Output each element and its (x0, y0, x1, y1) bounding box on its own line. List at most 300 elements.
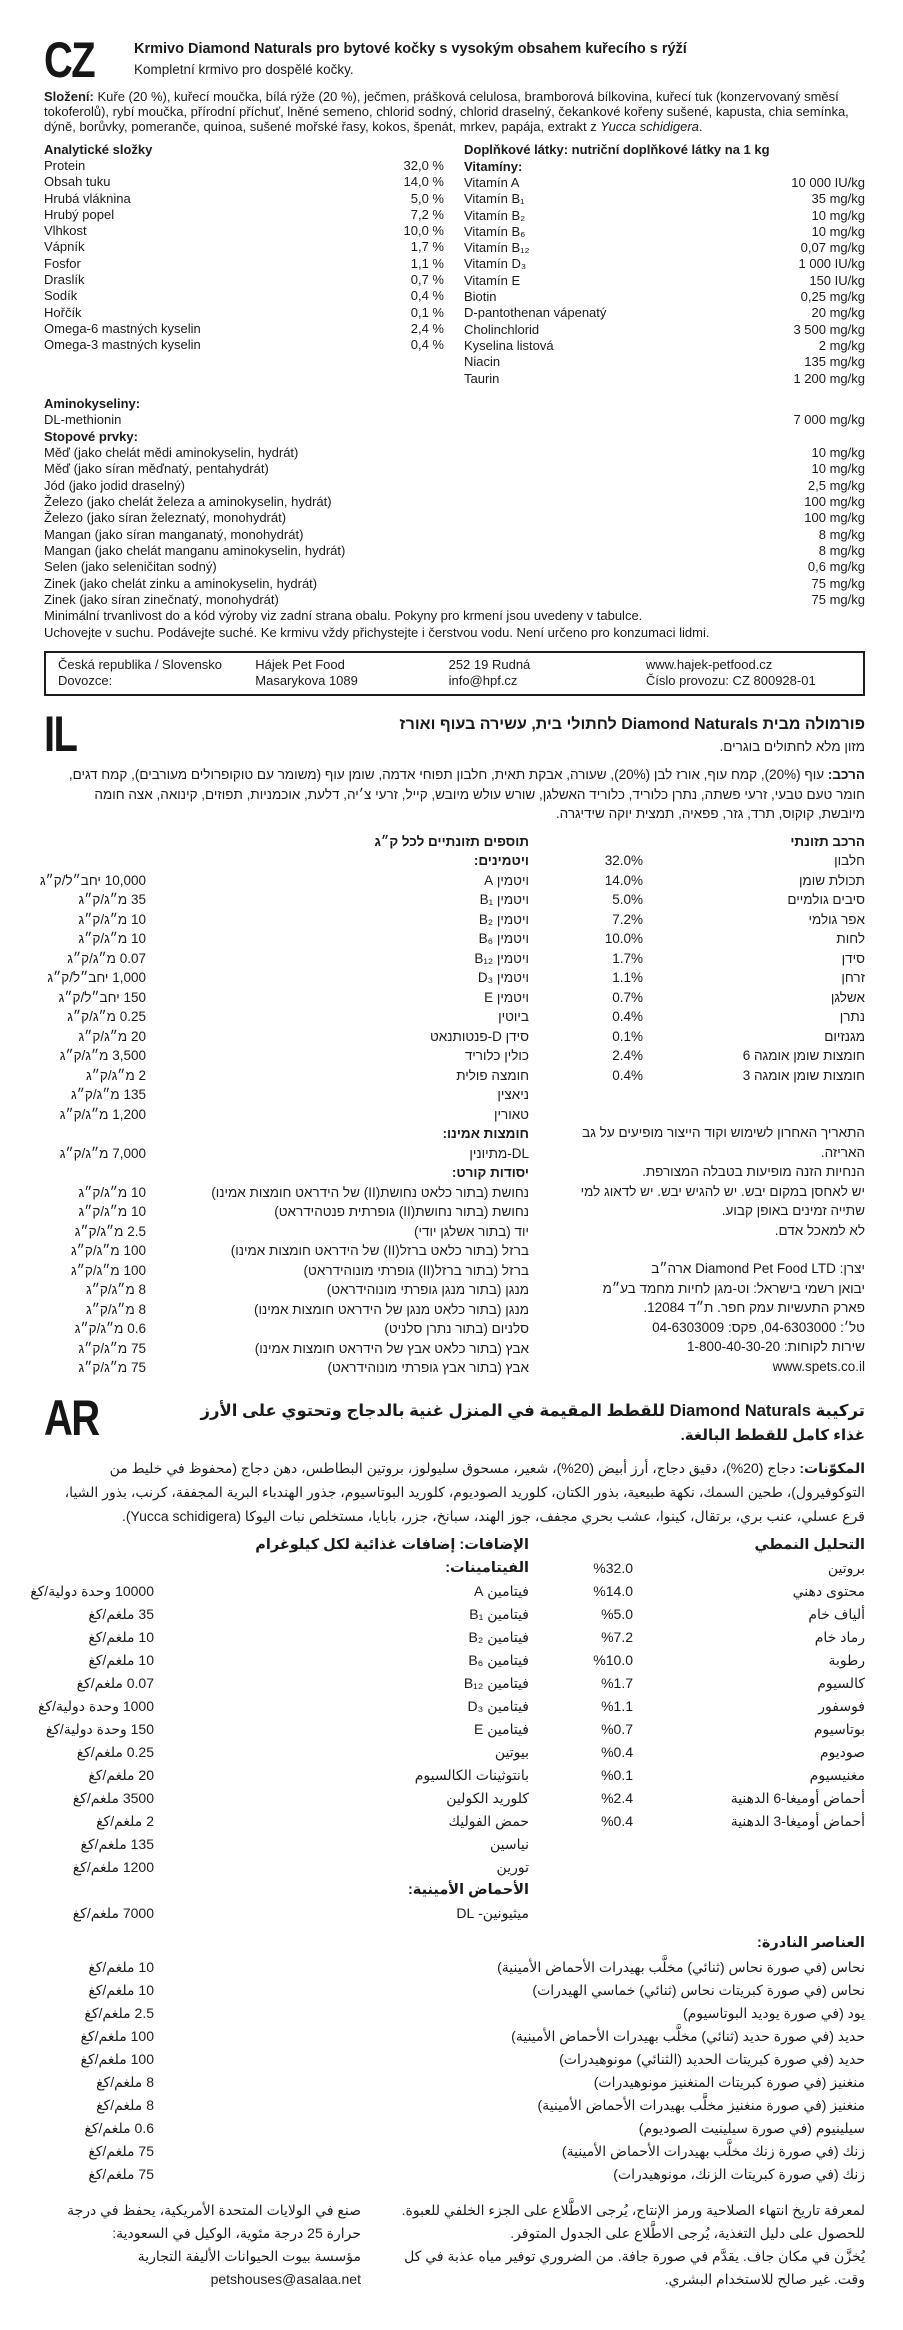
row-label: فيتامين D₃ (467, 1697, 529, 1714)
table-row (44, 2094, 865, 2117)
manufacturer-line: יצרן: Diamond Pet Food LTD ארה״ב (651, 1261, 865, 1277)
table-row (44, 158, 444, 174)
table-row (44, 1319, 529, 1339)
row-label: DL-methionin (44, 411, 122, 427)
contact-cell: Dovozce: (58, 672, 113, 688)
row-value: 0.07 ملغم/كغ (76, 1674, 154, 1691)
table-row (547, 871, 865, 891)
table-row (464, 354, 865, 370)
row-label: ויטמין E (484, 989, 529, 1005)
row-value: 3,500 מ״ג/ק״ג (59, 1048, 146, 1064)
row-value: 3 500 mg/kg (793, 321, 865, 337)
table-row (547, 1649, 865, 1672)
table-row (547, 1764, 865, 1787)
amino-acids-block-cz (44, 395, 865, 641)
row-label: Měď (jako chelát mědi aminokyselin, hydrát) (44, 445, 299, 461)
table-row (547, 1787, 865, 1810)
table-row (44, 1300, 529, 1320)
row-value: 8 ملغم/كغ (96, 2073, 154, 2090)
table-row (44, 223, 444, 239)
trace-rows-il (44, 1183, 529, 1378)
row-label: Vitamín B₁ (464, 191, 525, 207)
row-label: מנגן (בתור כלאט מנגן של הידראט חומצות אמינו) (253, 1301, 529, 1317)
additives-header-ar: الإضافات: إضافات غذائية لكل كيلوغرام (255, 1536, 529, 1553)
table-row (547, 1741, 865, 1764)
row-label: Mangan (jako chelát manganu aminokyselin, hydrát) (44, 542, 346, 558)
row-value: 0,4 % (410, 337, 444, 353)
distributor-line: مؤسسة بيوت الحيوانات الأليفة التجارية (137, 2247, 361, 2264)
row-value: 1,7 % (410, 239, 444, 255)
contact-cell: Číslo provozu: CZ 800928-01 (645, 672, 816, 688)
row-value: 1,1 % (410, 255, 444, 271)
ingredients-paragraph-ar (44, 1456, 865, 1528)
analytical-header-cz: Analytické složky (44, 142, 153, 157)
row-value: %32.0 (593, 1559, 633, 1576)
table-row (44, 1956, 865, 1979)
manufacturer-line: www.spets.co.il (772, 1358, 865, 1374)
row-value: 32,0 % (403, 158, 444, 173)
row-label: ויטמין D₃ (477, 970, 529, 986)
info-line: لمعرفة تاريخ انتهاء الصلاحية ورمز الإنتاج، يُرجى الاطَّلاع على الجزء الخلفي للعبوة. (401, 2201, 865, 2218)
row-value: 20 ملغم/كغ (88, 1766, 154, 1783)
vitamins-header-cz: Vitamíny: (464, 159, 523, 174)
row-value: 5.0% (612, 892, 643, 908)
row-label: יוד (בתור אשלגן יודי) (413, 1223, 529, 1239)
table-row (547, 1046, 865, 1066)
row-value: 8 mg/kg (818, 526, 865, 542)
table-row (44, 494, 865, 510)
row-value: 75 מ״ג/ק״ג (78, 1340, 146, 1356)
row-value: 35 ملغم/كغ (88, 1605, 154, 1622)
row-label: סידן (841, 950, 865, 966)
distributor-line: petshouses@asalaa.net (210, 2270, 361, 2287)
table-row (44, 2025, 865, 2048)
manufacturer-line: טל׳: 04-6303000, פקס: 04-6303009 (652, 1319, 865, 1335)
storage-note-cz: Uchovejte v suchu. Podávejte suché. Ke krmivu vždy přichystejte i čerstvou vodu. Není určeno pro konzumaci lidmi. (44, 624, 710, 640)
lang-code-il: IL (44, 706, 77, 763)
trace-rows-ar (44, 1956, 865, 2186)
row-value: 8 מ״ג/ק״ג (86, 1282, 146, 1298)
table-row (464, 371, 865, 387)
row-label: Obsah tuku (44, 174, 111, 190)
product-subtitle-il: מזון מלא לחתולים בוגרים. (719, 739, 865, 755)
row-value: %1.7 (601, 1674, 633, 1691)
table-row (44, 1718, 529, 1741)
row-label: حديد (في صورة حديد (ثنائي) مخلَّب بهيدرات الأحماض الأمينية) (511, 2027, 865, 2044)
row-label: Zinek (jako chelát zinku a aminokyselin, hydrát) (44, 575, 318, 591)
row-label: بوتاسيوم (813, 1720, 865, 1737)
row-label: تورين (496, 1858, 529, 1875)
row-label: منغنيز (في صورة منغنيز مخلَّب بهيدرات الأحماض الأمينية) (537, 2096, 865, 2113)
table-row (547, 1580, 865, 1603)
product-title-il: פורמולה מבית Diamond Naturals לחתולי בית, עשירה בעוף ואורז (399, 716, 865, 734)
usage-info-il (547, 1123, 865, 1240)
contact-grid-cz (58, 657, 853, 688)
row-label: ברזל (בתור ברזל(II) גופרתי מונוהידראט) (303, 1262, 529, 1278)
manufacturer-info-il (547, 1259, 865, 1376)
additives-column-cz (464, 141, 865, 387)
row-label: Vitamín B₆ (464, 223, 526, 239)
info-line: للحصول على دليل التغذية، يُرجى الاطَّلاع على الجدول المتوفر. (510, 2224, 865, 2241)
table-row (44, 288, 444, 304)
product-title-cz: Krmivo Diamond Naturals pro bytové kočky s vysokým obsahem kuřecího s rýží (134, 41, 687, 57)
distributor-line: صنع في الولايات المتحدة الأمريكية، يحفظ في درجة حرارة 25 درجة مئوية، الوكيل في السعودية: (67, 2201, 361, 2241)
table-row (44, 1626, 529, 1649)
table-row (464, 289, 865, 305)
table-row (464, 322, 865, 338)
row-value: 0,25 mg/kg (800, 289, 865, 305)
table-row (44, 1144, 529, 1164)
row-value: 2,5 mg/kg (807, 477, 865, 493)
table-row (44, 1202, 529, 1222)
table-row (44, 1183, 529, 1203)
table-row (44, 321, 444, 337)
row-value: 100 מ״ג/ק״ג (71, 1243, 146, 1259)
row-label: Fosfor (44, 255, 81, 271)
table-row (44, 174, 444, 190)
row-value: %7.2 (601, 1628, 633, 1645)
analytical-column-ar (547, 1534, 865, 1925)
table-row (44, 239, 444, 255)
row-value: 100 mg/kg (804, 494, 865, 510)
row-value: 0.4% (612, 1009, 643, 1025)
row-value: 10,0 % (403, 223, 444, 239)
row-value: 10 mg/kg (811, 223, 865, 239)
row-value: 8 מ״ג/ק״ג (86, 1301, 146, 1317)
row-value: 14,0 % (403, 174, 444, 190)
vitamin-rows-ar (30, 1580, 529, 1879)
row-value: 1 200 mg/kg (793, 370, 865, 386)
table-row (547, 1557, 865, 1580)
row-value: 0,07 mg/kg (800, 240, 865, 256)
row-value: 35 מ״ג/ק״ג (78, 892, 146, 908)
contact-cell: Česká republika / Slovensko (58, 657, 223, 673)
row-label: مغنيسيوم (809, 1766, 865, 1783)
table-row (44, 2071, 865, 2094)
table-row (39, 871, 529, 891)
table-row (547, 1603, 865, 1626)
row-value: 10.0% (604, 931, 643, 947)
row-label: نحاس (في صورة نحاس (ثنائي) مخلَّب بهيدرات الأحماض الأمينية) (497, 1958, 865, 1975)
row-value: 135 מ״ג/ק״ג (71, 1087, 146, 1103)
row-value: 100 מ״ג/ק״ג (71, 1262, 146, 1278)
ingredients-label-cz: Složení: (44, 89, 94, 104)
row-label: חומצה פולית (456, 1067, 529, 1083)
row-value: 20 mg/kg (811, 305, 865, 321)
trace-header-ar: العناصر النادرة: (757, 1934, 865, 1951)
row-value: 0.1% (612, 1028, 643, 1044)
table-row (44, 1833, 529, 1856)
table-row (44, 890, 529, 910)
table-row (44, 1672, 529, 1695)
row-label: صوديوم (819, 1743, 865, 1760)
row-label: נתרן (839, 1009, 865, 1025)
section-cz (44, 32, 865, 696)
table-row (547, 1066, 865, 1086)
row-label: Vitamín A (464, 175, 520, 190)
table-row (44, 929, 529, 949)
row-label: Hrubá vláknina (44, 190, 131, 206)
row-value: 2 mg/kg (818, 337, 865, 353)
table-row (44, 1979, 865, 2002)
product-title-ar: تركيبة Diamond Naturals للقطط المقيمة في المنزل غنية بالدجاج وتحتوي على الأرز (200, 1401, 865, 1420)
additives-column-ar (30, 1534, 529, 1925)
row-value: 10 ملغم/كغ (88, 1628, 154, 1645)
analytical-rows-ar (547, 1557, 865, 1833)
table-row (44, 1007, 529, 1027)
row-value: 10 ملغم/كغ (88, 1651, 154, 1668)
row-label: DL-מתיונין (469, 1145, 529, 1161)
table-row (44, 305, 444, 321)
row-label: Omega-3 mastných kyselin (44, 337, 201, 353)
analytical-column-il (547, 832, 865, 1378)
table-row (44, 1810, 529, 1833)
row-label: ויטמין B₁ (479, 892, 529, 908)
manufacturer-line: פארק התעשיות עמק חפר. ת״ד 12084. (643, 1300, 865, 1316)
row-label: Draslík (44, 272, 85, 288)
row-label: Vlhkost (44, 223, 87, 239)
contact-box-cz (44, 651, 865, 696)
table-row (547, 1672, 865, 1695)
row-value: 14.0% (604, 872, 643, 888)
analytical-header-il: הרכב תזונתי (790, 833, 865, 849)
durability-note-cz: Minimální trvanlivost do a kód výroby viz zadní strana obalu. Pokyny pro krmení jsou uvedeny v tabulce. (44, 608, 643, 624)
table-row (44, 510, 865, 526)
row-value: 2,4 % (410, 320, 444, 336)
vitamin-rows-il (39, 871, 529, 1125)
row-label: Zinek (jako síran zinečnatý, monohydrát) (44, 591, 279, 607)
row-label: Biotin (464, 289, 497, 305)
row-value: 10 ملغم/كغ (88, 1981, 154, 1998)
info-line: יש לאחסן במקום יבש. יש להגיש יבש. יש לדאוג למי שתייה זמינים באופן קבוע. (580, 1183, 865, 1219)
table-row (547, 929, 865, 949)
row-value: 1200 ملغم/كغ (72, 1858, 154, 1875)
row-value: 0.7% (612, 989, 643, 1005)
row-value: 7000 ملغم/كغ (72, 1904, 154, 1921)
row-value: 7,000 מ״ג/ק״ג (59, 1145, 146, 1161)
row-label: زنك (في صورة كبريتات الزنك، مونوهيدرات) (613, 2165, 865, 2182)
row-value: 0.4% (612, 1067, 643, 1083)
contact-cell: info@hpf.cz (448, 672, 518, 688)
additives-header-il: תוספים תזונתיים לכל ק״ג (374, 833, 529, 849)
row-value: 10 מ״ג/ק״ג (78, 1184, 146, 1200)
row-label: كلوريد الكولين (446, 1789, 529, 1806)
usage-info-ar (387, 2199, 865, 2291)
ingredients-label-ar: المكوّنات: (799, 1459, 865, 1476)
row-value: 0,1 % (410, 304, 444, 320)
row-value: 1 000 IU/kg (798, 256, 865, 272)
table-row (547, 851, 865, 871)
trace-block-ar (44, 1930, 865, 2186)
analytical-rows-il (547, 851, 865, 1085)
table-row (44, 2048, 865, 2071)
table-row (44, 478, 865, 494)
table-row (44, 1066, 529, 1086)
table-row (44, 207, 444, 223)
period: . (698, 119, 703, 134)
table-row (44, 1222, 529, 1242)
row-label: Vitamín B₁₂ (464, 240, 530, 256)
table-row (44, 1649, 529, 1672)
row-value: %1.1 (601, 1697, 633, 1714)
table-row (464, 240, 865, 256)
row-value: 135 ملغم/كغ (80, 1835, 154, 1852)
row-label: Vitamín E (464, 272, 521, 288)
row-label: منغنيز (في صورة كبريتات المنغنيز مونوهيدرات) (593, 2073, 865, 2090)
row-label: بروتين (827, 1559, 865, 1576)
manufacturer-line: שירות לקוחות: 1-800-40-30-20 (687, 1339, 865, 1355)
row-label: زنك (في صورة زنك مخلَّب بهيدرات الأحماض الأمينية) (561, 2142, 865, 2159)
row-value: 0.6 ملغم/كغ (84, 2119, 154, 2136)
info-line: يُخزَّن في مكان جاف. يقدَّم في صورة جافة. من الضروري توفير مياه عذبة في كل وقت. غير صالح للاستخدام البشري. (404, 2247, 865, 2287)
row-value: 10 000 IU/kg (791, 175, 865, 190)
row-value: 100 mg/kg (804, 510, 865, 526)
manufacturer-line: יבואן רשמי בישראל: וט-מגן לחיות מחמד בע״מ (602, 1280, 865, 1296)
row-label: Vitamín D₃ (464, 256, 527, 272)
table-row (44, 543, 865, 559)
ingredients-text-il: עוף (20%), קמח עוף, אורז לבן (20%), שעורה, אבקת תאית, חלבון תפוחי אדמה, שומן עוף (משומר עם טוקופרולים מעורבים), קמח דגים, חומר טעם טבעי, זרעי פשתה, נתרן כלוריד, כלוריד האשלגן, שורש עולש מיובש, קייל, זרעי צ׳יה, דלעת, אוכמניות, תפוזים, קינואה, אצה חומה מיובשת, קוקוס, תרד, גזר, פפאיה, תמצית יוקה שידיגרה. (68, 767, 865, 822)
row-value: 32.0% (604, 853, 643, 869)
row-label: فيتامين B₆ (468, 1651, 529, 1668)
product-subtitle-ar: غذاء كامل للقطط البالغة. (680, 1426, 865, 1444)
row-label: فيتامين B₁ (469, 1605, 529, 1622)
row-label: رطوبة (828, 1651, 865, 1668)
analytical-column-cz (44, 141, 444, 387)
row-label: Taurin (464, 370, 500, 386)
table-row (547, 1810, 865, 1833)
row-label: Cholinchlorid (464, 321, 540, 337)
row-label: Hořčík (44, 304, 82, 320)
row-label: Hrubý popel (44, 206, 115, 222)
table-row (44, 949, 529, 969)
table-row (44, 527, 865, 543)
row-label: ויטמין B₆ (478, 931, 529, 947)
table-row (44, 576, 865, 592)
row-label: נחושת (בתור כלאט נחושת(II) של הידראט חומצות אמינו) (211, 1184, 529, 1200)
row-value: 3500 ملغم/كغ (72, 1789, 154, 1806)
row-label: Železo (jako síran železnatý, monohydrát) (44, 510, 287, 526)
row-label: كالسيوم (817, 1674, 865, 1691)
table-row (464, 305, 865, 321)
analytical-rows-cz (44, 158, 444, 354)
row-label: Sodík (44, 288, 78, 304)
table-row (44, 1741, 529, 1764)
row-label: فوسفور (818, 1697, 865, 1714)
table-row (464, 338, 865, 354)
table-row (464, 208, 865, 224)
row-label: حديد (في صورة كبريتات الحديد (الثنائي) مونوهيدرات) (559, 2050, 865, 2067)
table-row (44, 461, 865, 477)
row-label: Omega-6 mastných kyselin (44, 320, 201, 336)
row-value: 10000 وحدة دولية/كغ (30, 1582, 154, 1599)
row-label: ויטמין B₂ (478, 911, 529, 927)
table-row (44, 988, 529, 1008)
row-label: סלניום (בתור נתרן סלניט) (384, 1321, 529, 1337)
ingredients-text-cz: Kuře (20 %), kuřecí moučka, bílá rýže (20 %), ječmen, prášková celulosa, bramborová bílkovina, kuřecí tuk (konzervovaný směsí tokoferolů), rybí moučka, přírodní příchuť, lněné semeno, chlorid sodný, chlorid draselný, čekankové kořeny sušené, kapusta, chia semínka, dýně, borůvky, pomeranče, quinoa, sušené mořské řasy, kokos, špenát, mrkev, papája, extrakt z (44, 89, 849, 134)
table-row (44, 1339, 529, 1359)
table-row (44, 256, 444, 272)
product-subtitle-cz: Kompletní krmivo pro dospělé kočky. (134, 62, 354, 77)
section-il (39, 706, 865, 1378)
row-value: 75 מ״ג/ק״ג (78, 1360, 146, 1376)
table-row (44, 337, 444, 353)
row-value: %0.4 (601, 1812, 633, 1829)
row-value: 0,7 % (410, 272, 444, 288)
row-value: 2 ملغم/كغ (96, 1812, 154, 1829)
ingredients-paragraph-il (44, 765, 865, 824)
row-label: محتوى دهني (792, 1582, 865, 1599)
row-label: فيتامين B₁₂ (463, 1674, 529, 1691)
row-label: סידן D-פנטותנאט (429, 1028, 529, 1044)
info-line: לא למאכל אדם. (774, 1222, 865, 1238)
species-name: Yucca schidigera (600, 119, 699, 134)
table-row (44, 592, 865, 608)
row-value: 2.5 ملغم/كغ (84, 2004, 154, 2021)
row-value: 10 mg/kg (811, 461, 865, 477)
ingredients-text-ar: دجاج (20%)، دقيق دجاج، أرز أبيض (20%)، شعير، مسحوق سليولوز، بروتين البطاطس، دهن دجاج (محفوظ في خليط من التوكوفيرول)، طحين السمك، نكهة طبيعية، بذور الكتان، كلوريد الصوديوم، كلوريد البوتاسيوم، جذور الهندباء البرية المجففة، كرنب، بذور الشيا، قرع عسلي، عنب بري، برتقال، كينوا، عشب بحري مجفف، جوز الهند، سبانخ، جزر، بابايا، مستخلص نبات اليوكا (Yucca schidigera). (64, 1459, 865, 1524)
row-label: نياسين (490, 1835, 529, 1852)
row-value: 0.25 מ״ג/ק״ג (67, 1009, 146, 1025)
row-value: %14.0 (593, 1582, 633, 1599)
row-value: 0.6 מ״ג/ק״ג (74, 1321, 146, 1337)
table-row (547, 1027, 865, 1047)
row-value: 35 mg/kg (811, 191, 865, 207)
row-label: ميثيونين- DL (456, 1904, 529, 1921)
table-row (37, 1695, 529, 1718)
amino-header-ar: الأحماض الأمينية: (407, 1881, 529, 1898)
contact-cell: Hájek Pet Food (255, 657, 345, 673)
row-label: ביוטין (498, 1009, 529, 1025)
info-line: התאריך האחרון לשימוש וקוד הייצור מופיעים על גב האריזה. (582, 1125, 865, 1160)
row-label: ויטמין B₁₂ (474, 950, 529, 966)
row-label: Měď (jako síran měďnatý, pentahydrát) (44, 461, 269, 477)
row-label: סיבים גולמיים (787, 892, 865, 908)
table-row (44, 910, 529, 930)
amino-rows-il (44, 1144, 529, 1164)
table-row (547, 890, 865, 910)
trace-header-il: יסודות קורט: (451, 1165, 529, 1181)
row-value: %10.0 (593, 1651, 633, 1668)
additives-column-il (39, 832, 529, 1378)
row-value: 0.25 ملغم/كغ (76, 1743, 154, 1760)
row-label: Vápník (44, 239, 85, 255)
table-row (464, 175, 865, 191)
table-row (547, 968, 865, 988)
row-value: 150 وحدة دولية/كغ (45, 1720, 154, 1737)
info-line: הנחיות הזנה מופיעות בטבלה המצורפת. (642, 1164, 865, 1180)
table-row (44, 1787, 529, 1810)
row-label: אבץ (בתור כלאט אבץ של הידראט חומצות אמינו) (254, 1340, 529, 1356)
row-label: לחות (836, 931, 865, 947)
row-label: Niacin (464, 354, 501, 370)
table-row (547, 1626, 865, 1649)
row-value: 10 מ״ג/ק״ג (78, 1204, 146, 1220)
table-row (44, 1241, 529, 1261)
row-label: תכולת שומן (798, 872, 865, 888)
row-value: 2.5 מ״ג/ק״ג (74, 1223, 146, 1239)
row-value: 75 mg/kg (811, 575, 865, 591)
section-ar (30, 1389, 865, 2291)
row-label: חומצות שומן אומגה 6 (742, 1048, 865, 1064)
table-row (44, 1046, 529, 1066)
row-value: 10,000 יחב״ל/ק״ג (39, 872, 146, 888)
row-value: 135 mg/kg (804, 354, 865, 370)
table-row (44, 1261, 529, 1281)
table-row (44, 1105, 529, 1125)
row-value: 75 ملغم/كغ (88, 2165, 154, 2182)
contact-cell: Masarykova 1089 (255, 672, 358, 688)
table-row (547, 1718, 865, 1741)
